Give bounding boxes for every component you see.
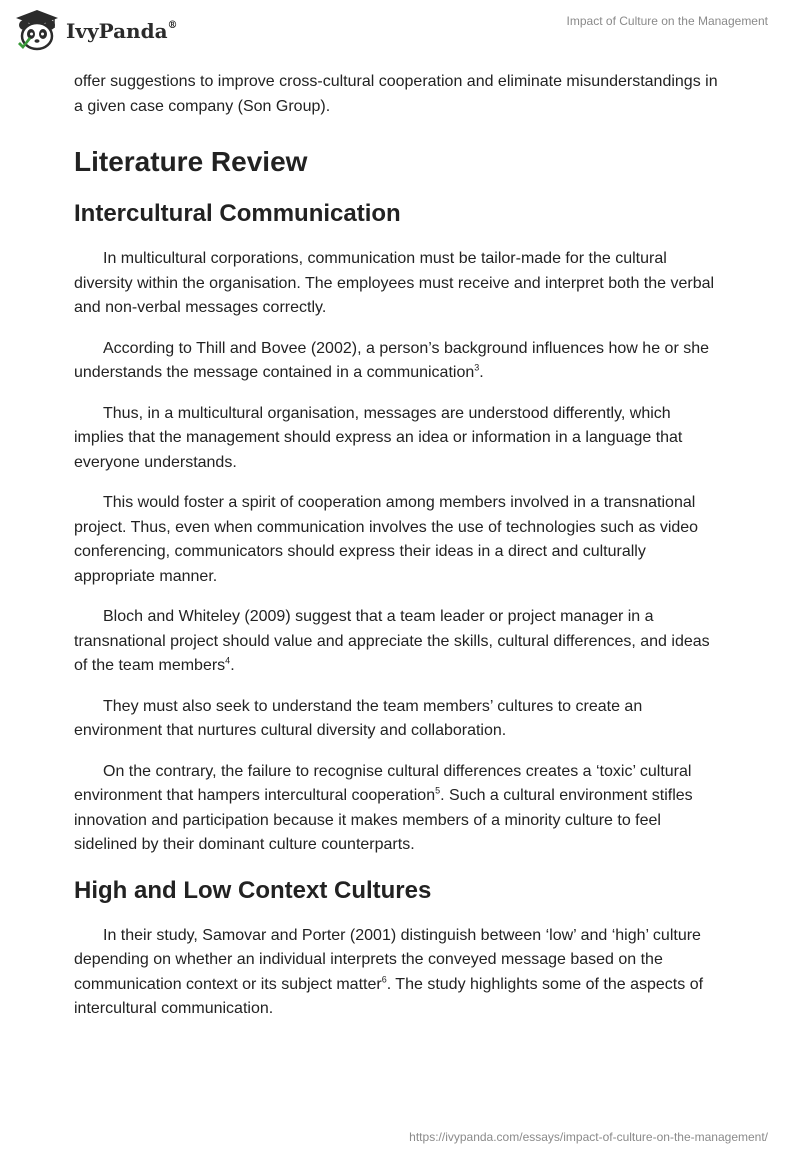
paragraph: They must also seek to understand the team members’ cultures to create an environment that nurtures cultural diversity and collaboration. [74,697,643,739]
footer-url-link[interactable]: https://ivypanda.com/essays/impact-of-culture-on-the-management/ [409,1130,768,1144]
section-heading-literature-review: Literature Review [74,146,308,177]
paragraph: On the contrary, the failure to recognise cultural differences creates a ‘toxic’ cultural environment that hampers intercultural cooperation$^5$. Such a cultural environment stifles innovation and participation because it makes members of a minority culture to feel sidelined by their dominant culture counterparts. [74,762,693,853]
logo[interactable] [14,8,178,52]
header-document-title: Impact of Culture on the Management [566,14,768,28]
footnote-ref[interactable]: 6 [381,974,387,985]
paragraph: According to Thill and Bovee (2002), a person’s background influences how he or she understands the message contained in a communication$^3$. [74,339,710,381]
subheading-high-low-context-cultures: High and Low Context Cultures [74,876,432,904]
subheading-intercultural-communication: Intercultural Communication [74,200,401,227]
footnote-ref[interactable]: 3 [474,362,480,373]
paragraph: Bloch and Whiteley (2009) suggest that a team leader or project manager in a transnational project should value and appreciate the skills, cultural differences, and ideas of the team members$^4$. [74,608,710,674]
logo-wordmark: IvyPanda® [66,19,178,43]
panda-logo-icon [14,8,60,52]
intro-paragraph: offer suggestions to improve cross-cultural cooperation and eliminate misunderstandings in a given case company (Son Group). [74,73,718,115]
paragraph: This would foster a spirit of cooperation among members involved in a transnational project. Thus, even when communication involves the use of technologies such as video conferencing, communicators should express their ideas in a direct and culturally appropriate manner. [74,494,699,585]
paragraph: In multicultural corporations, communication must be tailor-made for the cultural diversity within the organisation. The employees must receive and interpret both the verbal and non-verbal messages correctly. [74,250,715,316]
paragraph: Thus, in a multicultural organisation, messages are understood differently, which implies that the management should express an idea or information in a language that everyone understands. [74,404,683,471]
paragraph: In their study, Samovar and Porter (2001) distinguish between ‘low’ and ‘high’ culture depending on whether an individual interprets the conveyed message based on the communication context or its subject matter$^6$. The study highlights some of the aspects of intercultural communication. [74,926,704,1017]
footnote-ref[interactable]: 4 [225,655,231,666]
document-body [74,70,724,1038]
footnote-ref[interactable]: 5 [435,785,441,796]
